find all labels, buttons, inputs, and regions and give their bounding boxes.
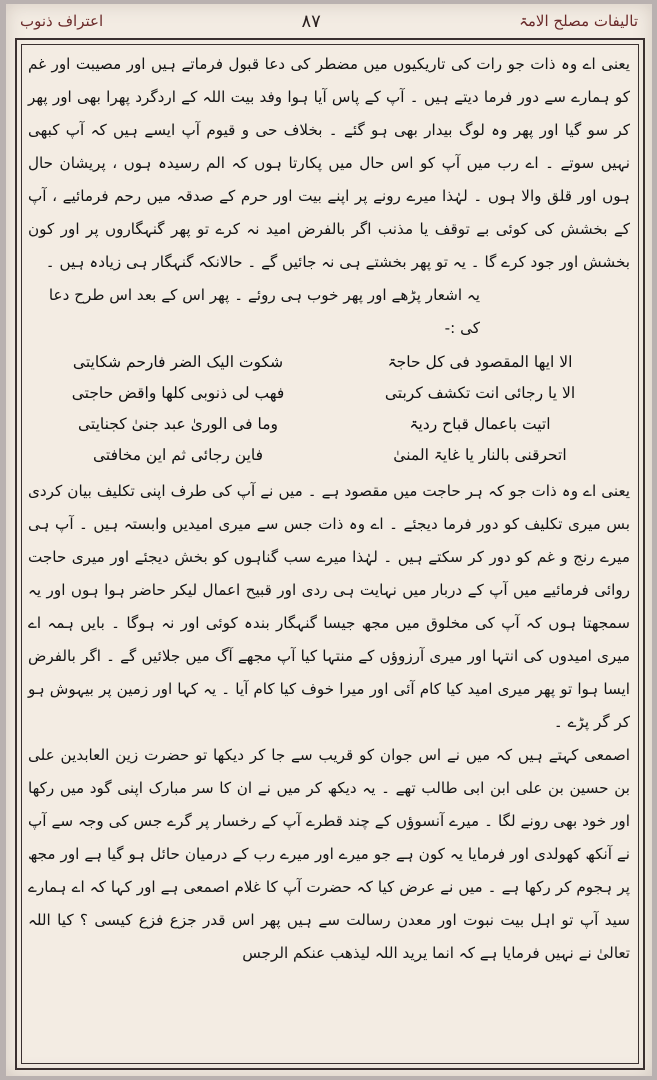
poem-hemistich: اتیت باعمال قباح ردیۃ <box>409 415 551 433</box>
poem-hemistich: شکوت الیک الضر فارحم شکایتی <box>72 353 284 371</box>
header-chapter-title: اعتراف ذنوب <box>20 12 104 30</box>
book-page <box>6 4 652 1076</box>
header-book-title: تالیفات مصلح الامۃ <box>519 12 638 30</box>
poem-intro: یہ اشعار پڑھے اور پھر خوب ہی روئے ۔ پھر اس کے بعد اس طرح دعا کی :- <box>48 286 480 337</box>
paragraph: یعنی اے وہ ذات جو رات کی تاریکیوں میں مضطر کی دعا قبول فرماتے ہیں اور مصیبت اور غم کو ہمارے سے دور فرما دیتے ہیں ۔ آپ کے پاس آیا ہوا وفد بیت اللہ کے اردگرد پھرا بھی اور پھر کر سو گیا اور پھر وہ لوگ بیدار بھی ہو گئے ۔ بخلاف حی و قیوم آپ ایسے ہیں کہ آپ کبھی نہیں سوتے ۔ اے رب میں آپ کو اس حال میں پکارتا ہوں کہ الم رسیدہ ہوں ، پریشان حال ہوں اور قلق والا ہوں ۔ لہٰذا میرے رونے پر اپنے بیت اور حرم کے صدقہ میں رحم فرمائیے ، آپ کے بخشش کی کوئی بے توقف یا مذنب اگر بالفرض امید نہ کرے تو پھر گنہگاروں پر اور کون بخشش اور جود کرے گا ۔ یہ تو پھر بخشتے ہی نہ جائیں گے ۔ حالانکہ گنہگار ہی زیادہ ہیں ۔ <box>28 55 630 271</box>
page-body <box>28 48 630 1062</box>
poem-hemistich: فاین رجائی ثم این مخافتی <box>92 446 264 464</box>
poem-hemistich: اتحرقنی بالنار یا غایۃ المنیٰ <box>393 446 567 464</box>
page-header <box>20 6 638 36</box>
poem-hemistich: الا یا رجائی انت تکشف کربتی <box>384 384 576 402</box>
arabic-poem <box>44 347 614 471</box>
poem-hemistich: فھب لی ذنوبی کلھا واقض حاجتی <box>71 384 285 402</box>
paragraph: یعنی اے وہ ذات جو کہ ہر حاجت میں مقصود ہے ۔ میں نے آپ کی طرف اپنی تکلیف بیان کردی بس میری تکلیف کو دور فرما دیجئے ۔ اے وہ ذات جس سے میری امیدیں وابستہ ہیں ۔ آپ ہی میرے رنج و غم کو دور کر سکتے ہیں ۔ لہٰذا میرے سب گناہوں کو بخش دیجئے اور میری حاجت روائی فرمائیے میں آپ کے دربار میں نہایت ہی ردی اور قبیح اعمال لیکر حاضر ہوا ہوں اور یہ سمجھتا ہوں کہ آپ کی مخلوق میں مجھ جیسا گنہگار بندہ کوئی اور نہ ہوگا ۔ بایں ہمہ اے میری امیدوں کی انتہا اور میری آرزوؤں کے منتہا کیا آپ مجھے آگ میں جلائیں گے ۔ اگر بالفرض ایسا ہوا تو پھر میری امید کیا کام آئی اور میرا خوف کیا کام آیا ۔ یہ کہا اور زمین پر بیہوش ہو کر گر پڑے ۔ <box>28 482 630 731</box>
page-number: ۸۷ <box>301 10 321 32</box>
paragraph: اصمعی کہتے ہیں کہ میں نے اس جوان کو قریب سے جا کر دیکھا تو حضرت زین العابدین علی بن حسین بن علی ابن ابی طالب تھے ۔ یہ دیکھ کر میں نے ان کا سر مبارک اپنی گود میں رکھا اور خود بھی رونے لگا ۔ میرے آنسوؤں کے چند قطرے آپ کے رخسار پر گرے جس کی وجہ سے آپ نے آنکھ کھولدی اور فرمایا یہ کون ہے جو میرے اور میرے رب کے درمیان حائل ہو گیا ہے اور مجھ پر ہجوم کر رکھا ہے ۔ میں نے عرض کیا کہ حضرت آپ کا غلام اصمعی ہے اور کہا کہ اے ہمارے سید آپ تو اہل بیت نبوت اور معدن رسالت سے ہیں پھر اس قدر جزع فزع کیسی ؟ کیا اللہ تعالیٰ نے نہیں فرمایا ہے کہ انما یرید اللہ لیذھب عنکم الرجس <box>28 746 630 962</box>
poem-hemistich: الا ایھا المقصود فی کل حاجۃ <box>387 353 573 371</box>
poem-hemistich: وما فی الوریٰ عبد جنیٰ کجنایتی <box>77 415 279 433</box>
